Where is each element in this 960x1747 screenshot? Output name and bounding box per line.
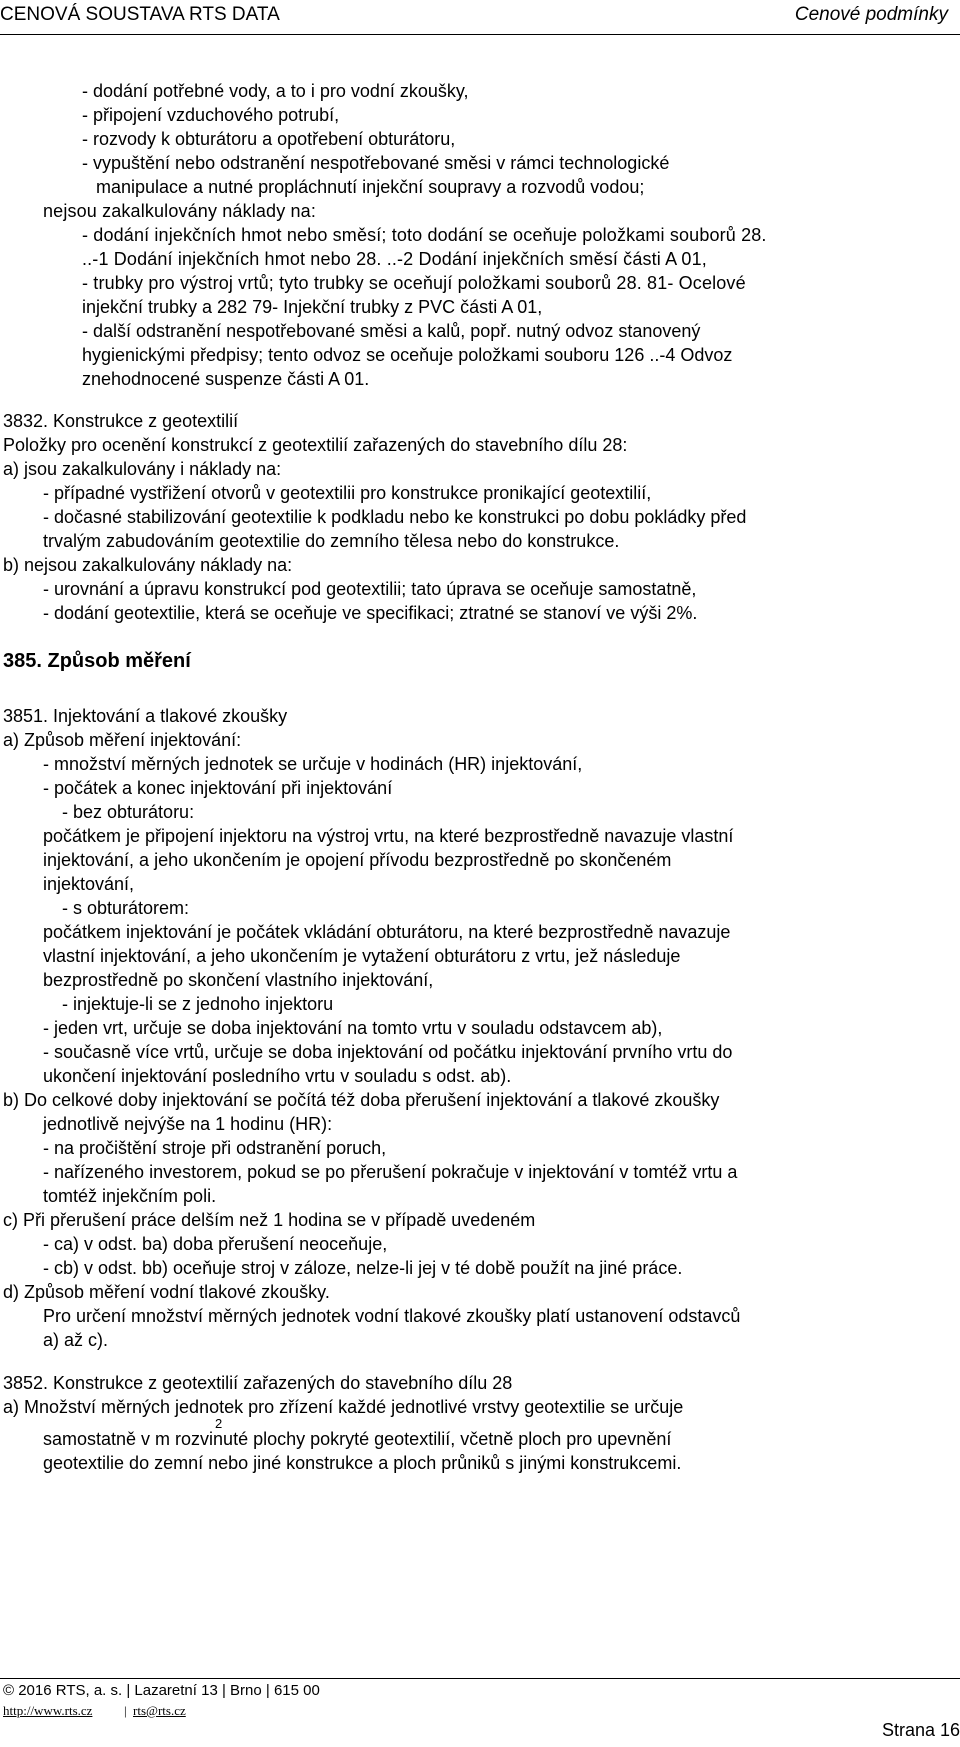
- text-line: - trubky pro výstroj vrtů; tyto trubky se oceňují položkami souborů 28. 81- Ocelové: [82, 273, 746, 293]
- footer-company: © 2016 RTS, a. s. | Lazaretní 13 | Brno | 615 00: [3, 1682, 320, 1699]
- text-line: počátkem je připojení injektoru na výstroj vrtu, na které bezprostředně navazuje vlastní: [43, 826, 734, 846]
- text-line: - injektuje-li se z jednoho injektoru: [62, 994, 334, 1014]
- text-line: - s obturátorem:: [62, 898, 190, 918]
- text-line: - dodání geotextilie, která se oceňuje ve specifikaci; ztratné se stanoví ve výši 2%.: [43, 603, 698, 623]
- list-marker-d: d) Způsob měření vodní tlakové zkoušky.: [3, 1282, 330, 1302]
- section-title-3832: 3832. Konstrukce z geotextilií: [3, 411, 239, 431]
- text-line: bezprostředně po skončení vlastního injektování,: [43, 970, 434, 990]
- text-line: znehodnocené suspenze části A 01.: [82, 369, 370, 389]
- text-line: - urovnání a úpravu konstrukcí pod geotextilii; tato úprava se oceňuje samostatně,: [43, 579, 697, 599]
- text-line: injektování,: [43, 874, 135, 894]
- section-title-3851: 3851. Injektování a tlakové zkoušky: [3, 706, 288, 726]
- text-line: Pro určení množství měrných jednotek vodní tlakové zkoušky platí ustanovení odstavců: [43, 1306, 741, 1326]
- text-line: - připojení vzduchového potrubí,: [82, 105, 340, 125]
- text-line: jednotlivě nejvýše na 1 hodinu (HR):: [43, 1114, 333, 1134]
- footer-email-link[interactable]: rts@rts.cz: [133, 1703, 186, 1718]
- text-line: - cb) v odst. bb) oceňuje stroj v záloze, nelze-li jej v té době použít na jiné práce.: [43, 1258, 683, 1278]
- text-line: - dodání injekčních hmot nebo směsí; toto dodání se oceňuje položkami souborů 28.: [82, 225, 767, 245]
- text-line: - případné vystřižení otvorů v geotextilii pro konstrukce pronikající geotextilií,: [43, 483, 652, 503]
- text-line: - dodání potřebné vody, a to i pro vodní zkoušky,: [82, 81, 469, 101]
- text-line: - nařízeného investorem, pokud se po přerušení pokračuje v injektování v tomtéž vrtu a: [43, 1162, 738, 1182]
- header-title: CENOVÁ SOUSTAVA RTS DATA: [0, 4, 280, 25]
- text-line: - rozvody k obturátoru a opotřebení obturátoru,: [82, 129, 456, 149]
- text-line: ..-1 Dodání injekčních hmot nebo 28. ..-2 Dodání injekčních směsí části A 01,: [82, 249, 707, 269]
- footer-divider: [0, 1678, 960, 1679]
- text-line: - jeden vrt, určuje se doba injektování na tomto vrtu v souladu odstavcem ab),: [43, 1018, 663, 1038]
- section-title-3852: 3852. Konstrukce z geotextilií zařazených do stavebního dílu 28: [3, 1373, 513, 1393]
- text-line: geotextilie do zemní nebo jiné konstrukce a ploch průniků s jinými konstrukcemi.: [43, 1453, 682, 1473]
- text-line: manipulace a nutné propláchnutí injekční soupravy a rozvodů vodou;: [96, 177, 645, 197]
- text-line: hygienickými předpisy; tento odvoz se oceňuje položkami souboru 126 ..-4 Odvoz: [82, 345, 733, 365]
- header-divider: [0, 34, 960, 35]
- text-line: - počátek a konec injektování při injektování: [43, 778, 393, 798]
- text-line: - dočasné stabilizování geotextilie k podkladu nebo ke konstrukci po dobu pokládky před: [43, 507, 747, 527]
- list-marker-a: a) Způsob měření injektování:: [3, 730, 242, 750]
- superscript-2: 2: [215, 1416, 223, 1431]
- text-line: tomtéž injekčním poli.: [43, 1186, 217, 1206]
- list-marker-c: c) Při přerušení práce delším než 1 hodina se v případě uvedeném: [3, 1210, 536, 1230]
- text-line: trvalým zabudováním geotextilie do zemního tělesa nebo do konstrukce.: [43, 531, 620, 551]
- text-line: - ca) v odst. ba) doba přerušení neoceňuje,: [43, 1234, 388, 1254]
- text-line: vlastní injektování, a jeho ukončením je vytažení obturátoru z vrtu, jež následuje: [43, 946, 681, 966]
- text-line: samostatně v m rozvinuté plochy pokryté geotextilií, včetně ploch pro upevnění: [43, 1429, 672, 1449]
- list-marker-a: a) jsou zakalkulovány i náklady na:: [3, 459, 282, 479]
- list-marker-a: a) Množství měrných jednotek pro zřízení každé jednotlivé vrstvy geotextilie se určuje: [3, 1397, 684, 1417]
- text-line: ukončení injektování posledního vrtu v souladu s odst. ab).: [43, 1066, 512, 1086]
- text-line: injektování, a jeho ukončením je opojení přívodu bezprostředně po skončeném: [43, 850, 672, 870]
- footer-separator: |: [124, 1703, 127, 1718]
- list-marker-b: b) Do celkové doby injektování se počítá též doba přerušení injektování a tlakové zkoušky: [3, 1090, 720, 1110]
- list-marker-b: b) nejsou zakalkulovány náklady na:: [3, 555, 293, 575]
- section-heading-385: 385. Způsob měření: [3, 650, 191, 672]
- text-line: - vypuštění nebo odstranění nespotřebované směsi v rámci technologické: [82, 153, 670, 173]
- text-line: injekční trubky a 282 79- Injekční trubky z PVC části A 01,: [82, 297, 543, 317]
- text-line: - bez obturátoru:: [62, 802, 195, 822]
- text-line: a) až c).: [43, 1330, 109, 1350]
- text-line: Položky pro ocenění konstrukcí z geotextilií zařazených do stavebního dílu 28:: [3, 435, 628, 455]
- page-number: Strana 16: [881, 1720, 960, 1740]
- header-section: Cenové podmínky: [794, 4, 948, 25]
- text-line: počátkem injektování je počátek vkládání obturátoru, na které bezprostředně navazuje: [43, 922, 731, 942]
- text-line: - další odstranění nespotřebované směsi a kalů, popř. nutný odvoz stanovený: [82, 321, 701, 341]
- footer-url-link[interactable]: http://www.rts.cz: [3, 1703, 93, 1718]
- text-line: - současně více vrtů, určuje se doba injektování od počátku injektování prvního vrtu do: [43, 1042, 733, 1062]
- text-line: nejsou zakalkulovány náklady na:: [43, 201, 316, 221]
- text-line: - na pročištění stroje při odstranění poruch,: [43, 1138, 387, 1158]
- text-line: - množství měrných jednotek se určuje v hodinách (HR) injektování,: [43, 754, 583, 774]
